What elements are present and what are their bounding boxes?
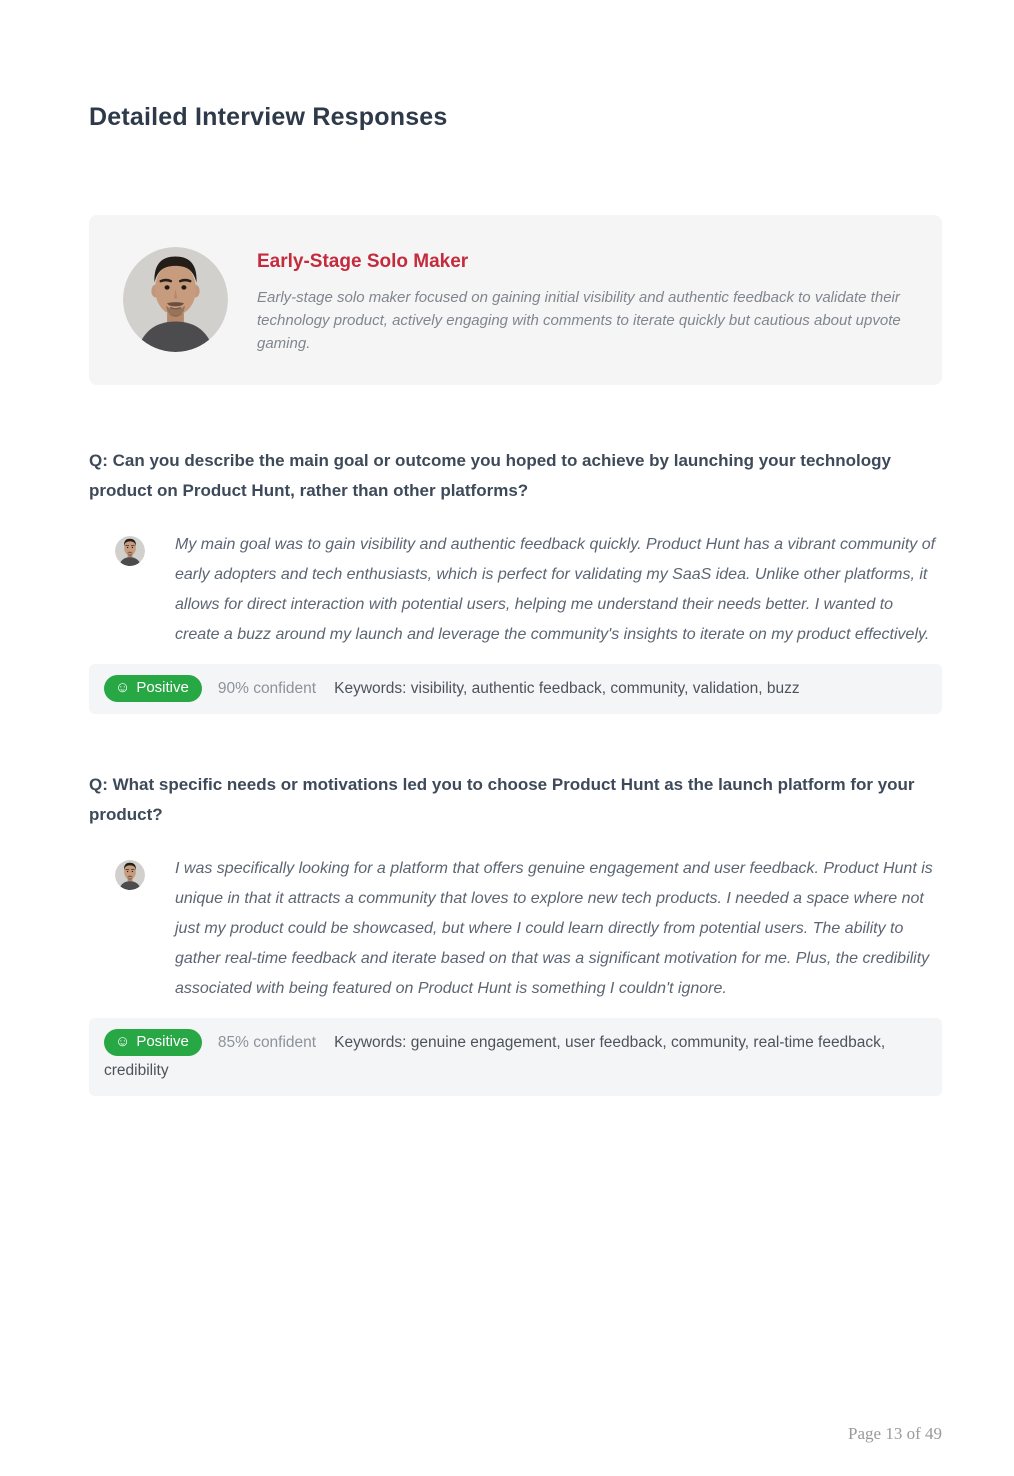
question-text: Q: Can you describe the main goal or outcome you hoped to achieve by launching your technology product on Product Hunt, rather than other platforms?: [89, 451, 891, 500]
sentiment-badge: [104, 1029, 202, 1056]
answer-avatar: [115, 860, 145, 890]
keywords-text: Keywords: visibility, authentic feedback, community, validation, buzz: [334, 680, 800, 697]
man-portrait-icon: [115, 860, 145, 890]
smiley-icon: ☺: [115, 679, 131, 697]
question-text: Q: What specific needs or motivations led you to choose Product Hunt as the launch platform for your product?: [89, 775, 915, 824]
sentiment-row: [89, 1018, 942, 1096]
keywords-text: Keywords: genuine engagement, user feedback, community, real-time feedback, credibility: [104, 1034, 886, 1079]
page-number: Page 13 of 49: [848, 1424, 942, 1443]
persona-description: Early-stage solo maker focused on gaining initial visibility and authentic feedback to validate their technology product, actively engaging with comments to iterate quickly but cautious about upvote gaming.: [257, 289, 901, 352]
sentiment-badge: [104, 675, 202, 702]
sentiment-row: [89, 664, 942, 714]
answer-row: [89, 854, 942, 1004]
man-portrait-icon: [123, 247, 228, 352]
persona-info: [257, 247, 908, 355]
qa-block: [89, 770, 942, 1096]
sentiment-label: Positive: [136, 1033, 189, 1051]
answer-text: My main goal was to gain visibility and authentic feedback quickly. Product Hunt has a vibrant community of early adopters and tech enthusiasts, which is perfect for validating my SaaS idea. Unlike other platforms, it allows for direct interaction with potential users, helping me understand their needs better. I wanted to create a buzz around my launch and leverage the community's insights to iterate on my product effectively.: [175, 536, 936, 643]
persona-name: Early-Stage Solo Maker: [257, 251, 469, 272]
answer-row: [89, 530, 942, 650]
qa-block: [89, 446, 942, 714]
persona-avatar: [123, 247, 228, 352]
confidence-text: 85% confident: [217, 1034, 317, 1051]
confidence-text: 90% confident: [217, 680, 317, 697]
man-portrait-icon: [115, 536, 145, 566]
answer-text: I was specifically looking for a platform that offers genuine engagement and user feedback. Product Hunt is unique in that it attracts a community that loves to explore new tech products. I needed a space where not just my product could be showcased, but where I could learn directly from potential users. The ability to gather real-time feedback and iterate based on that was a significant motivation for me. Plus, the credibility associated with being featured on Product Hunt is something I couldn't ignore.: [175, 860, 933, 997]
persona-card: [89, 215, 942, 385]
page-title: Detailed Interview Responses: [89, 103, 448, 131]
smiley-icon: ☺: [115, 1033, 131, 1051]
answer-avatar: [115, 536, 145, 566]
sentiment-label: Positive: [136, 679, 189, 697]
